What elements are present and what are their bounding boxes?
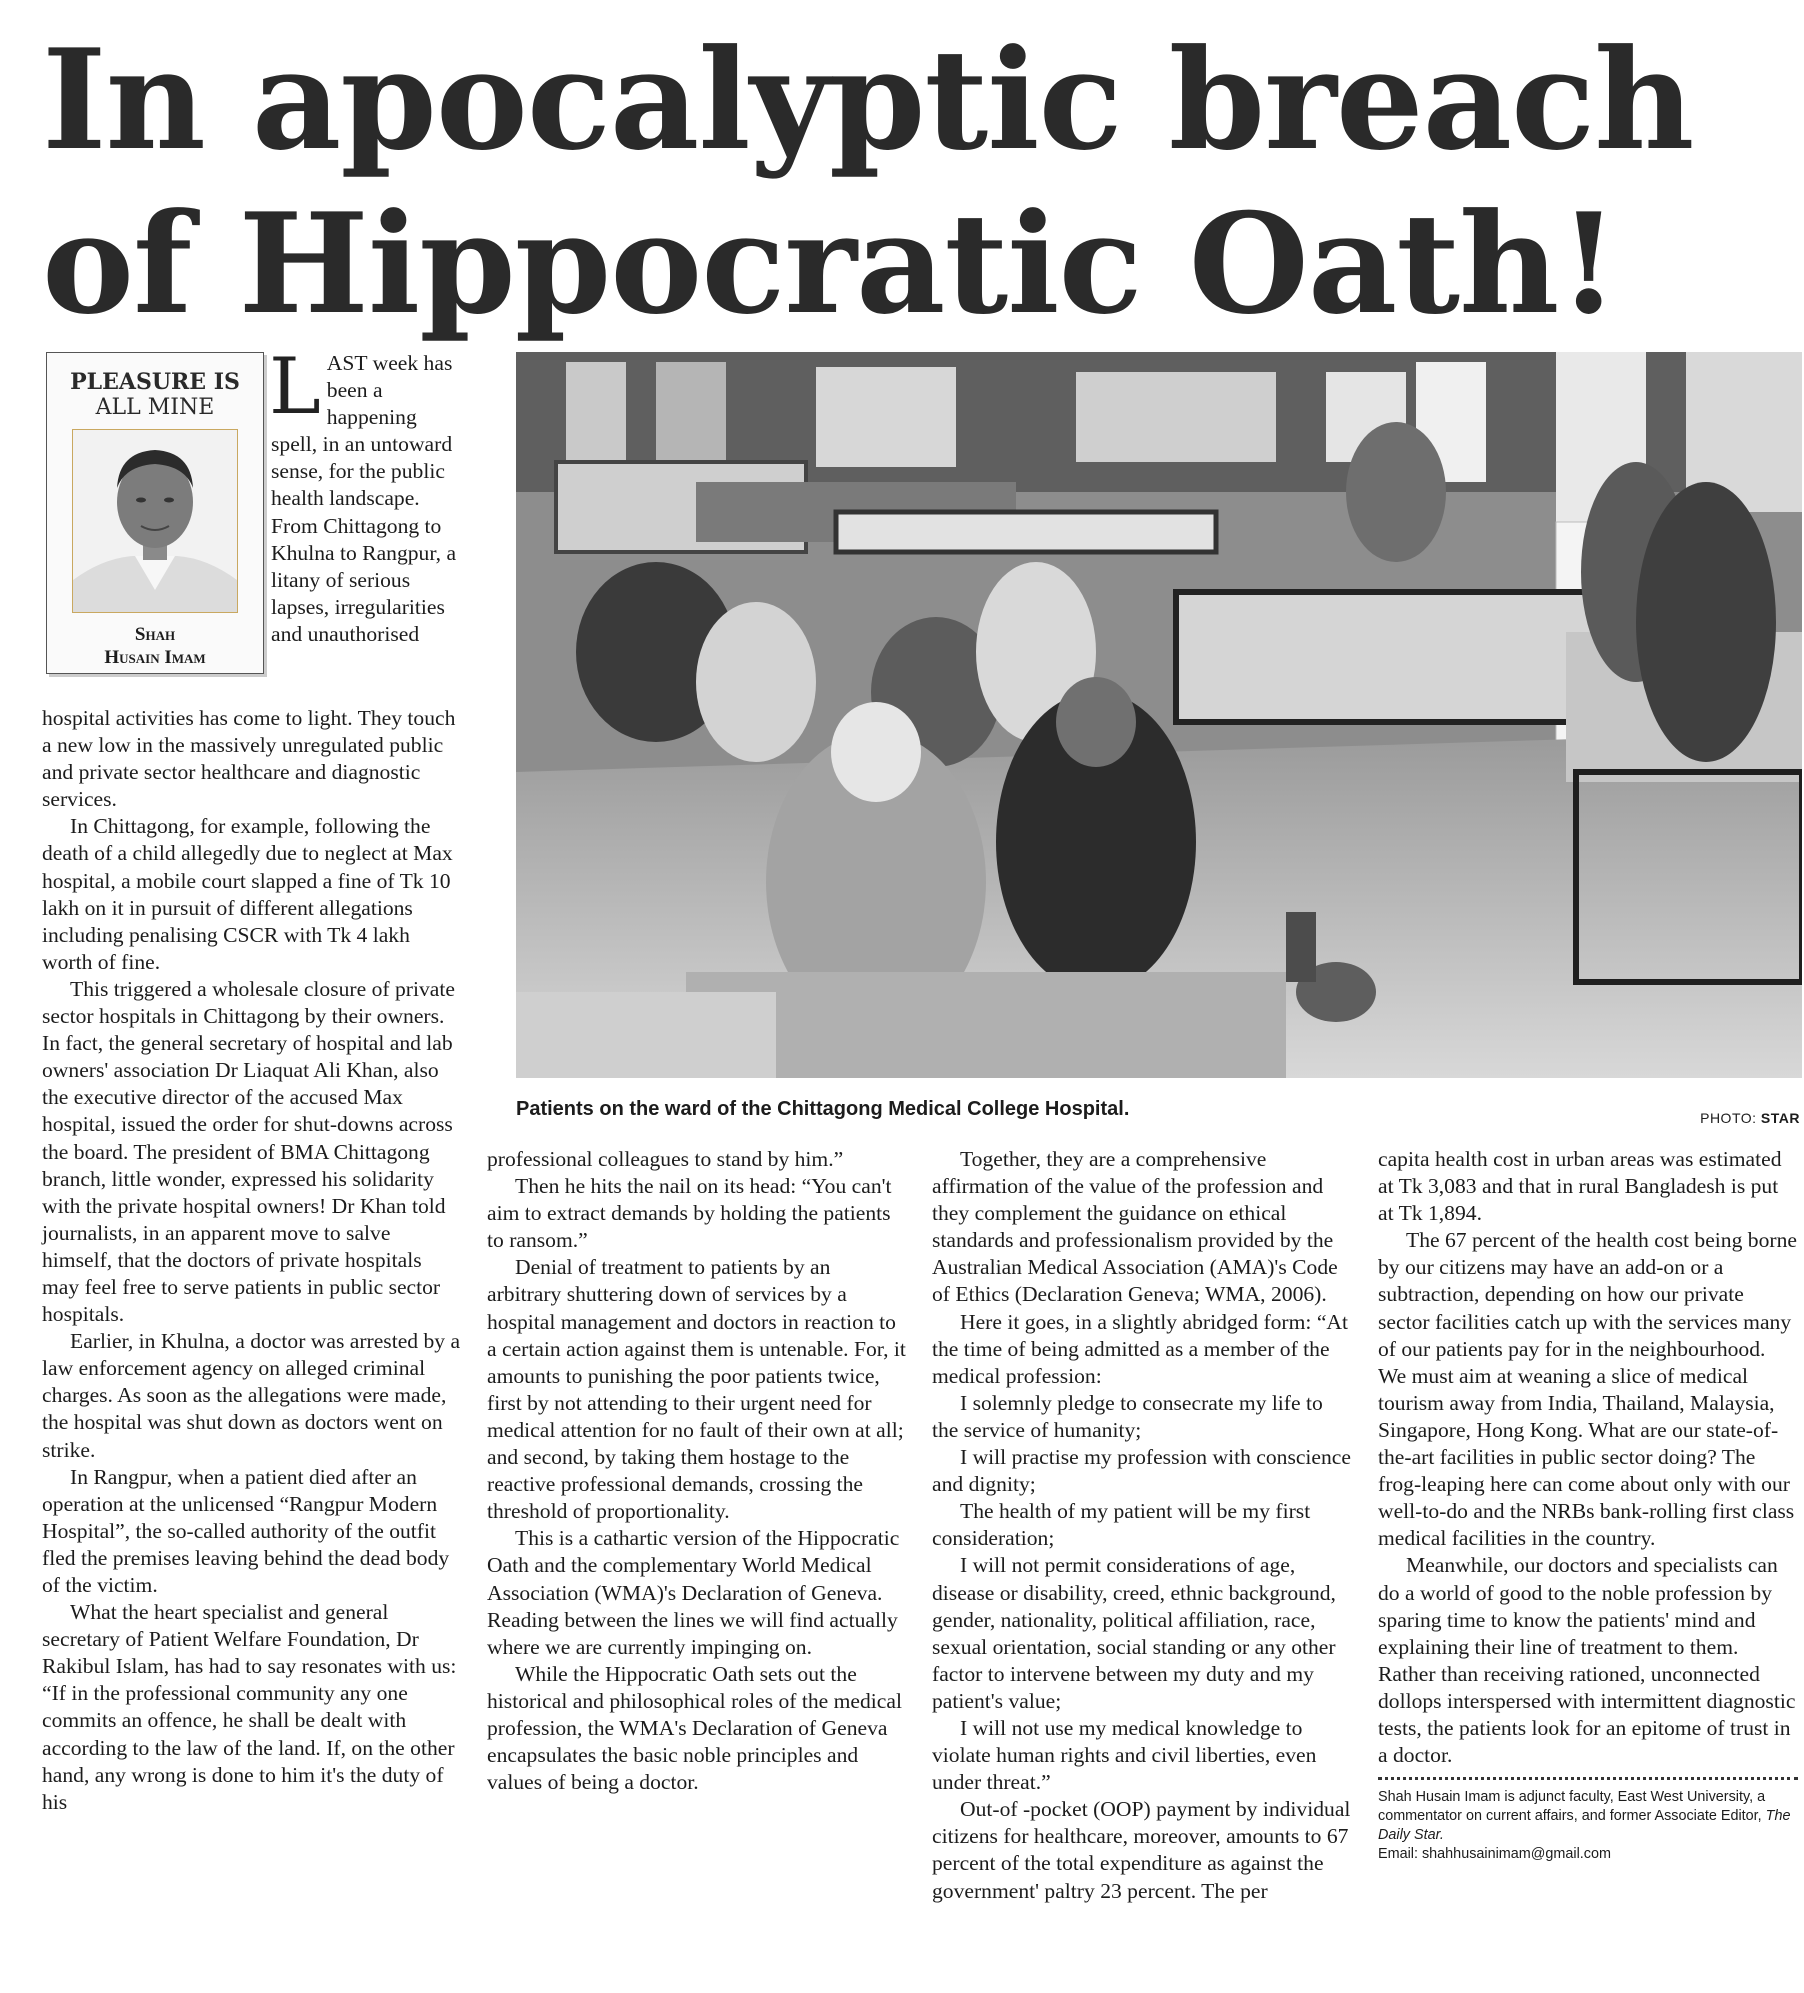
paragraph: While the Hippocratic Oath sets out the historical and philosophical roles of the medical profession, the WMA's Declaration of Geneva encapsulates the basic noble principles and values of being a doctor. [487,1661,902,1795]
paragraph: hospital activities has come to light. They touch a new low in the massively unregulated public and private sector healthcare and diagnostic services. [42,706,456,812]
author-name-line-1: Shah [134,624,176,645]
paragraph: In Chittagong, for example, following the death of a child allegedly due to neglect at Max hospital, a mobile court slapped a fine of Tk 10 lakh on it in pursuit of different allegations including penalising CSCR with Tk 4 lakh worth of fine. [42,814,453,974]
paragraph: Then he hits the nail on its head: “You can't aim to extract demands by holding the patients to ransom.” [487,1174,892,1253]
drop-cap: L [269,342,321,432]
lead-block [42,342,462,705]
paragraph: I solemnly pledge to consecrate my life to the service of humanity; [932,1390,1323,1442]
paragraph: What the heart specialist and general secretary of Patient Welfare Foundation, Dr Rakibul Islam, has had to say resonates with us: “If in the professional community any one commits an offence, he shall be dealt with according to the law of the land. If, on the other hand, any wrong is done to him it's the duty of his [42,1600,457,1814]
paragraph: I will not use my medical knowledge to violate human rights and civil liberties, even under threat.” [932,1715,1317,1795]
author-portrait [72,429,238,613]
author-name [47,623,263,669]
paragraph: Meanwhile, our doctors and specialists can do a world of good to the noble profession by sparing time to know the patients' mind and explaining their line of treatment to them. Rather than receiving rationed, unconnected dollops interspersed with intermittent diagnostic tests, the patients look for an epitome of trust in a doctor. [1378,1553,1796,1768]
paragraph: In Rangpur, when a patient died after an operation at the unlicensed “Rangpur Modern Hospital”, the so-called authority of the outfit fled the premises leaving behind the dead body of the victim. [42,1464,450,1597]
lead-paragraph [269,342,462,648]
paragraph: capita health cost in urban areas was estimated at Tk 3,083 and that in rural Bangladesh is put at Tk 1,894. [1378,1147,1782,1226]
bio-divider [1378,1777,1798,1780]
lead-text: AST week has been a happening spell, in an untoward sense, for the public health landscape. From Chittagong to Khulna to Rangpur, a litany of serious lapses, irregularities and unauthorised [271,351,457,646]
headline: In apocalyptic breach of Hippocratic Oath! [42,18,1694,345]
author-name-line-2: Husain Imam [104,647,206,668]
paragraph: professional colleagues to stand by him.” [487,1147,844,1171]
hospital-ward-photo [516,352,1802,1078]
photo-credit-label: PHOTO: [1700,1110,1757,1126]
paragraph: Out-of -pocket (OOP) payment by individual citizens for healthcare, moreover, amounts to 67 percent of the total expenditure as against the government' paltry 23 percent. The per [932,1797,1351,1903]
paragraph: The 67 percent of the health cost being borne by our citizens may have an add-on or a subtraction, depending on how our private sector facilities catch up with the services many of our patients pay for in the neighbourhood. We must aim at weaning a slice of medical tourism away from India, Thailand, Malaysia, Singapore, Hong Kong. What are our state-of-the-art facilities in public sector doing? The frog-leaping here can come about only with our well-to-do and the NRBs bank-rolling first class medical facilities in the country. [1378,1228,1797,1551]
column-name-line-2: ALL MINE [95,395,215,420]
paragraph: Earlier, in Khulna, a doctor was arrested by a law enforcement agency on alleged criminal charges. As soon as the allegations were made, the hospital was shut down as doctors went on strike. [42,1329,461,1462]
paragraph: This triggered a wholesale closure of private sector hospitals in Chittagong by their owners. In fact, the general secretary of hospital and lab owners' association Dr Liaquat Ali Khan, also the executive director of the accused Max hospital, issued the order for shut-downs across the board. The president of BMA Chittagong branch, little wonder, expressed his solidarity with the private hospital owners! Dr Khan told journalists, in an apparent move to salve himself, that the doctors of private hospitals may feel free to serve patients in public sector hospitals. [42,976,455,1327]
paragraph: Denial of treatment to patients by an arbitrary shuttering down of services by a hospital management and doctors in reaction to a certain action against them is untenable. For, it amounts to punishing the poor patients twice, first by not attending to their urgent need for medical attention for no fault of their own at all; and second, by taking them hostage to the reactive professional demands, crossing the threshold of proportionality. [487,1255,906,1524]
paragraph: I will practise my profession with conscience and dignity; [932,1445,1351,1497]
article-column-2 [487,1146,907,1796]
article-column-4 [1378,1146,1798,1864]
photo-illustration [516,352,1802,1078]
photo-caption: Patients on the ward of the Chittagong Medical College Hospital. [516,1098,1130,1120]
photo-credit-source: STAR [1760,1110,1800,1126]
photo-credit [1620,1110,1800,1126]
column-name-line-1: PLEASURE IS [70,369,240,395]
bio-text: Shah Husain Imam is adjunct faculty, East West University, a commentator on current affairs, and former Associate Editor, [1378,1789,1766,1825]
column-name [47,369,263,421]
article-column-1 [42,342,462,1816]
author-email: Email: shahhusainimam@gmail.com [1378,1846,1611,1863]
paragraph: The health of my patient will be my first consideration; [932,1499,1311,1551]
article-column-3 [932,1146,1352,1905]
paragraph: Together, they are a comprehensive affirmation of the value of the profession and they complement the guidance on ethical standards and professionalism provided by the Australian Medical Association (AMA)'s Code of Ethics (Declaration Geneva; WMA, 2006). [932,1147,1338,1307]
columnist-box [46,352,264,674]
paragraph: This is a cathartic version of the Hippocratic Oath and the complementary World Medical Association (WMA)'s Declaration of Geneva. Reading between the lines we will find actually where we are currently impinging on. [487,1526,900,1659]
paragraph: Here it goes, in a slightly abridged form: “At the time of being admitted as a member of the medical profession: [932,1309,1348,1388]
bio-paper-name: The Daily Star. [1378,1808,1791,1844]
author-bio [1378,1788,1798,1864]
paragraph: I will not permit considerations of age, disease or disability, creed, ethnic background, gender, nationality, political affiliation, race, sexual orientation, social standing or any other factor to intervene between my duty and my patient's value; [932,1553,1336,1713]
